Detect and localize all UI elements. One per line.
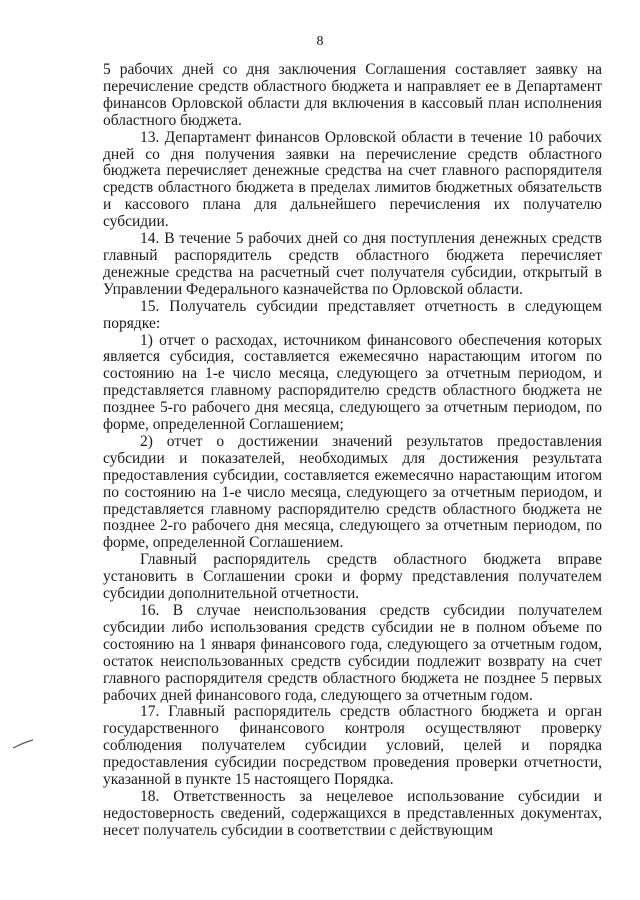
paragraph-17: 17. Главный распорядитель средств областного бюджета и орган государственного финансового контроля осуществляют проверку соблюдения получателем субсидии условий, целей и порядка предоставления субсидии посредством проведения проверки отчетности, указанной в пункте 15 настоящего Порядка. bbox=[103, 703, 602, 789]
document-body bbox=[103, 62, 602, 840]
paragraph-13: 13. Департамент финансов Орловской области в течение 10 рабочих дней со дня получения заявки на перечисление средств областного бюджета перечисляет денежные средства на счет главного распорядителя средств областного бюджета в пределах лимитов бюджетных обязательств и кассового плана для дальнейшего перечисления их получателю субсидии. bbox=[103, 128, 602, 231]
paragraph-continuation: 5 рабочих дней со дня заключения Соглашения составляет заявку на перечисление средств областного бюджета и направляет ее в Департамент финансов Орловской области для включения в кассовый план исполнения областного бюджета. bbox=[103, 61, 602, 129]
paragraph-15: 15. Получатель субсидии представляет отчетность в следующем порядке: bbox=[103, 297, 602, 332]
paragraph-18: 18. Ответственность за нецелевое использование субсидии и недостоверность сведений, содержащихся в представленных документах, несет получатель субсидии в соответствии с действующим bbox=[103, 787, 602, 839]
paragraph-15-item-2: 2) отчет о достижении значений результатов предоставления субсидии и показателей, необходимых для достижения результата предоставления субсидии, составляется ежемесячно нарастающим итогом по состоянию на 1-е число месяца, следующего за отчетным периодом, и представляется главному распорядителю средств областного бюджета не позднее 2-го рабочего дня месяца, следующего за отчетным периодом, по форме, определенной Соглашением. bbox=[103, 432, 602, 552]
paragraph-15-additional: Главный распорядитель средств областного бюджета вправе установить в Соглашении сроки и форму представления получателем субсидии дополнительной отчетности. bbox=[103, 551, 602, 603]
paragraph-15-item-1: 1) отчет о расходах, источником финансового обеспечения которых является субсидия, составляется ежемесячно нарастающим итогом по состоянию на 1-е число месяца, следующего за отчетным периодом, и представляется главному распорядителю средств областного бюджета не позднее 5-го рабочего дня месяца, следующего за отчетным периодом, по форме, определенной Соглашением; bbox=[103, 331, 602, 434]
paragraph-14: 14. В течение 5 рабочих дней со дня поступления денежных средств главный распорядитель средств областного бюджета перечисляет денежные средства на расчетный счет получателя субсидии, открытый в Управлении Федерального казначейства по Орловской области. bbox=[103, 230, 602, 298]
paragraph-16: 16. В случае неиспользования средств субсидии получателем субсидии либо использования средств субсидии не в полном объеме по состоянию на 1 января финансового года, следующего за отчетным годом, остаток неиспользованных средств субсидии подлежит возврату на счет главного распорядителя средств областного бюджета не позднее 5 первых рабочих дней финансового года, следующего за отчетным годом. bbox=[103, 602, 602, 704]
page-number: 8 bbox=[316, 34, 324, 49]
scan-mark-icon bbox=[11, 737, 35, 751]
